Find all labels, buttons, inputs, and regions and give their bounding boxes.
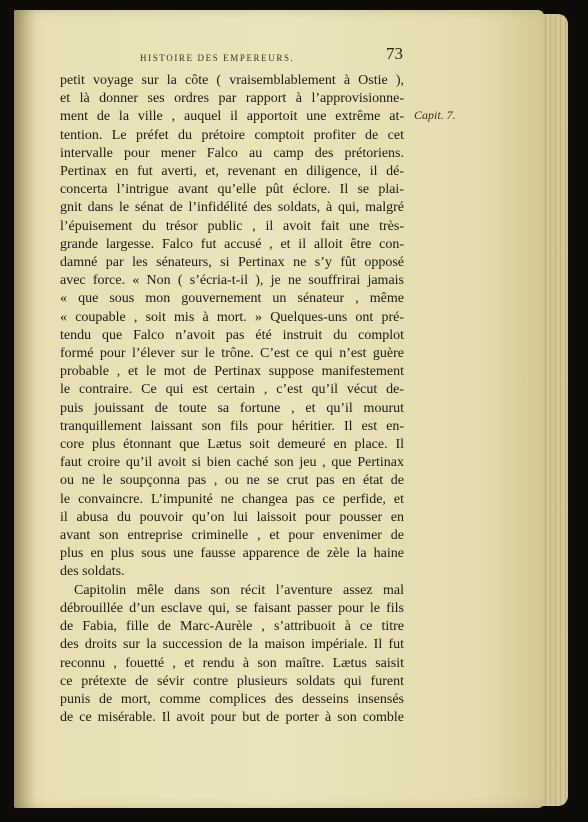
- text-line: Capitolin mêle dans son récit l’aventure assez mal: [74, 582, 404, 598]
- text-line: petit voyage sur la côte ( vraisemblablement à Ostie ),: [60, 73, 404, 88]
- text-line: plus en plus sous une fausse apparence de zèle la haine: [60, 546, 404, 562]
- text-line: puis jouissant de toute sa fortune , et qu’il mourut: [60, 400, 404, 416]
- text-line: tendu que Falco n’avoit pas été instruit du complot: [60, 327, 404, 343]
- text-line: concerta l’intrigue avant qu’elle pût éclore. Il se plai-: [60, 182, 404, 198]
- text-line: des soldats.: [60, 564, 125, 580]
- text-line: ou ne le soupçonna pas , ou ne se crut pas en état de: [60, 473, 404, 489]
- text-line: le convaincre. L’impunité ne changea pas ce perfide, et: [60, 491, 404, 507]
- text-line: et là donner ses ordres par rapport à l’approvisionne-: [60, 91, 404, 107]
- margin-note: Capit. 7.: [414, 108, 456, 122]
- text-line: gnit dans le sénat de l’infidélité des soldats, à qui, malgré: [60, 200, 404, 216]
- text-line: avant son entreprise criminelle , et pour envenimer de: [60, 528, 404, 544]
- text-line: formé pour l’élever sur le trône. C’est ce qui n’est guère: [60, 346, 404, 362]
- text-line: core plus étonnant que Lætus soit demeuré en place. Il: [60, 437, 404, 453]
- text-line: ment de la ville , auquel il apportoit une extrême at-: [60, 109, 404, 125]
- text-line: « coupable , soit mis à mort. » Quelques-uns ont pré-: [60, 309, 404, 325]
- text-line: avec force. « Non ( s’écria-t-il ), je ne souffrirai jamais: [60, 273, 404, 289]
- text-line: de Fabia, fille de Marc-Aurèle , s’attribuoit à ce titre: [60, 619, 404, 635]
- text-line: faut croire qu’il avoit si bien caché son jeu , que Pertinax: [60, 455, 404, 471]
- text-line: damné par les sénateurs, si Pertinax ne s’y fût opposé: [60, 255, 404, 271]
- page-number: 73: [386, 44, 403, 63]
- text-line: reconnu , fouetté , et rendu à son maître. Lætus saisit: [60, 655, 404, 671]
- text-line: probable , et le mot de Pertinax suppose manifestement: [60, 364, 404, 380]
- text-line: « que sous mon gouvernement un sénateur , même: [60, 291, 404, 307]
- text-line: ce prétexte de sévir contre plusieurs soldats qui furent: [60, 673, 404, 689]
- text-line: des droits sur la succession de la maison impériale. Il fut: [60, 637, 404, 653]
- text-line: il abusa du pouvoir qu’on lui laissoit pour pousser en: [60, 509, 404, 525]
- text-line: grande largesse. Falco fut accusé , et il alloit être con-: [60, 236, 404, 252]
- text-line: punis de mort, comme complices des desseins insensés: [60, 691, 404, 707]
- gutter-shadow: [14, 10, 36, 808]
- text-line: Pertinax en fut averti, et, revenant en diligence, il dé-: [60, 164, 404, 180]
- text-line: débrouillée d’un esclave qui, se faisant passer pour le fils: [60, 600, 404, 616]
- text-line: tention. Le préfet du prétoire comptoit profiter de cet: [60, 127, 404, 143]
- text-line: intervalle pour mener Falco au camp des prétoriens.: [60, 145, 404, 161]
- text-line: tranquillement laissant son fils pour héritier. Il est en-: [60, 418, 404, 434]
- text-line: le contraire. Ce qui est certain , c’est qu’il vécut de-: [60, 382, 404, 398]
- running-head: HISTOIRE DES EMPEREURS.: [140, 53, 295, 63]
- body-text: [60, 72, 404, 727]
- text-line: de ce misérable. Il avoit pour but de porter à son comble: [60, 710, 404, 726]
- text-line: l’épuisement du trésor public , il avoit fait une très-: [60, 218, 404, 234]
